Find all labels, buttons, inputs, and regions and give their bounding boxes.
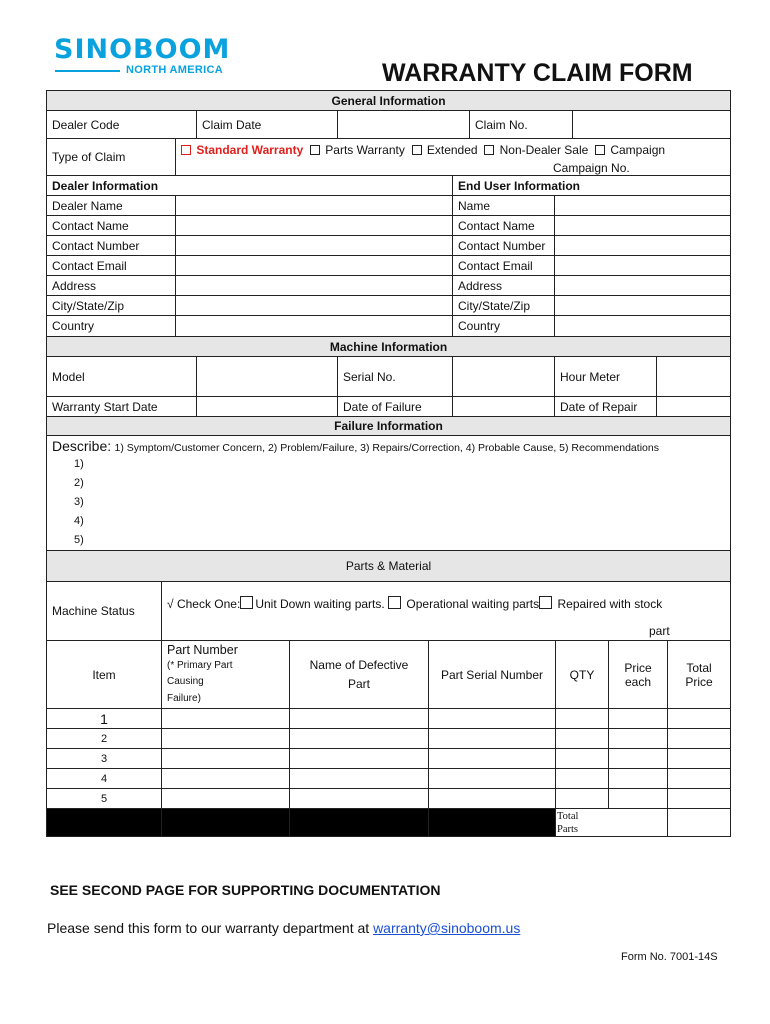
- dealer-contact-name-field[interactable]: [176, 216, 453, 236]
- col-qty-header: QTY: [556, 641, 609, 709]
- parts-cell[interactable]: [556, 789, 609, 809]
- failure-info-header: Failure Information: [47, 417, 731, 436]
- claim-date-field[interactable]: [338, 111, 470, 139]
- parts-cell[interactable]: [556, 729, 609, 749]
- failure-item-4: 4): [74, 515, 84, 527]
- dealer-contact-name-label: Contact Name: [47, 216, 176, 236]
- dealer-city-state-zip-label: City/State/Zip: [47, 296, 176, 316]
- logo-divider: [55, 70, 120, 72]
- warranty-start-date-label: Warranty Start Date: [47, 397, 197, 417]
- parts-cell[interactable]: [668, 769, 731, 789]
- dealer-name-label: Dealer Name: [47, 196, 176, 216]
- user-contact-number-label: Contact Number: [453, 236, 555, 256]
- dealer-info-header: Dealer Information: [47, 176, 453, 196]
- checkbox-icon[interactable]: [310, 145, 320, 155]
- parts-cell[interactable]: [162, 749, 290, 769]
- parts-cell[interactable]: [429, 729, 556, 749]
- parts-cell[interactable]: [290, 729, 429, 749]
- failure-item-2: 2): [74, 477, 84, 489]
- campaign-no-label: Campaign No.: [553, 161, 630, 175]
- user-contact-email-field[interactable]: [555, 256, 731, 276]
- parts-cell[interactable]: [429, 749, 556, 769]
- standard-warranty-option[interactable]: Standard Warranty: [181, 143, 303, 157]
- parts-cell[interactable]: [429, 769, 556, 789]
- serial-no-field[interactable]: [453, 357, 555, 397]
- model-label: Model: [47, 357, 197, 397]
- parts-cell[interactable]: [162, 729, 290, 749]
- parts-cell[interactable]: [162, 789, 290, 809]
- dealer-contact-number-field[interactable]: [176, 236, 453, 256]
- blackout-cell: [162, 809, 290, 837]
- failure-item-1: 1): [74, 458, 84, 470]
- blackout-cell: [429, 809, 556, 837]
- parts-row-item: 5: [47, 789, 162, 809]
- user-address-label: Address: [453, 276, 555, 296]
- checkbox-icon[interactable]: [240, 596, 253, 609]
- warranty-email-link[interactable]: warranty@sinoboom.us: [373, 920, 521, 936]
- check-mark-icon: √: [167, 597, 174, 611]
- user-contact-number-field[interactable]: [555, 236, 731, 256]
- col-total-price-header: Total Price: [668, 641, 731, 709]
- repaired-option[interactable]: Repaired with stock: [539, 597, 662, 611]
- user-name-field[interactable]: [555, 196, 731, 216]
- claim-no-label: Claim No.: [470, 111, 573, 139]
- user-country-label: Country: [453, 316, 555, 337]
- unit-down-option[interactable]: Unit Down waiting parts.: [240, 597, 384, 611]
- parts-cell[interactable]: [556, 749, 609, 769]
- parts-cell[interactable]: [429, 789, 556, 809]
- checkbox-icon[interactable]: [484, 145, 494, 155]
- parts-cell[interactable]: [290, 769, 429, 789]
- parts-cell[interactable]: [162, 769, 290, 789]
- form-number: Form No. 7001-14S: [621, 951, 718, 963]
- parts-cell[interactable]: [429, 709, 556, 729]
- claim-type-options: [176, 139, 731, 176]
- dealer-contact-email-field[interactable]: [176, 256, 453, 276]
- parts-cell[interactable]: [668, 709, 731, 729]
- col-price-each-header: Price each: [609, 641, 668, 709]
- parts-cell[interactable]: [290, 709, 429, 729]
- machine-status-options: [162, 582, 731, 641]
- failure-item-5: 5): [74, 534, 84, 546]
- form-title: WARRANTY CLAIM FORM: [382, 59, 693, 87]
- col-defective-name-header: Name of Defective Part: [290, 641, 429, 709]
- dealer-code-label: Dealer Code: [47, 111, 197, 139]
- user-city-state-zip-label: City/State/Zip: [453, 296, 555, 316]
- general-info-header: General Information: [47, 91, 731, 111]
- col-item-header: Item: [47, 641, 162, 709]
- sinoboom-logo: SINOBOOM: [54, 34, 231, 65]
- checkbox-icon[interactable]: [388, 596, 401, 609]
- user-contact-name-field[interactable]: [555, 216, 731, 236]
- blackout-cell: [47, 809, 162, 837]
- campaign-option[interactable]: Campaign: [595, 143, 665, 157]
- hour-meter-label: Hour Meter: [555, 357, 657, 397]
- user-country-field[interactable]: [555, 316, 731, 337]
- dealer-address-field[interactable]: [176, 276, 453, 296]
- send-text: Please send this form to our warranty department at: [47, 920, 370, 936]
- parts-cell[interactable]: [290, 789, 429, 809]
- parts-table: [46, 581, 731, 837]
- checkbox-icon[interactable]: [595, 145, 605, 155]
- col-part-number-header: Part Number (* Primary Part Causing Failure): [162, 641, 290, 709]
- user-address-field[interactable]: [555, 276, 731, 296]
- describe-label: Describe:: [52, 438, 112, 454]
- parts-material-header: Parts & Material: [47, 551, 731, 582]
- total-parts-label: Total Parts: [556, 809, 668, 837]
- part-word: part: [649, 624, 670, 638]
- dealer-name-field[interactable]: [176, 196, 453, 216]
- parts-cell[interactable]: [609, 749, 668, 769]
- user-contact-name-label: Contact Name: [453, 216, 555, 236]
- dealer-country-label: Country: [47, 316, 176, 337]
- model-field[interactable]: [197, 357, 338, 397]
- extended-option[interactable]: Extended: [412, 143, 478, 157]
- machine-status-label: Machine Status: [47, 582, 162, 641]
- total-parts-field[interactable]: [668, 809, 731, 837]
- blackout-cell: [290, 809, 429, 837]
- user-city-state-zip-field[interactable]: [555, 296, 731, 316]
- parts-row-item: 3: [47, 749, 162, 769]
- date-of-repair-label: Date of Repair: [555, 397, 657, 417]
- date-of-failure-label: Date of Failure: [338, 397, 453, 417]
- check-one-label: Check One:: [176, 597, 241, 611]
- parts-warranty-option[interactable]: Parts Warranty: [310, 143, 405, 157]
- machine-info-header: Machine Information: [47, 337, 731, 357]
- parts-cell[interactable]: [668, 789, 731, 809]
- parts-cell[interactable]: [609, 769, 668, 789]
- parts-cell[interactable]: [290, 749, 429, 769]
- checkbox-icon[interactable]: [412, 145, 422, 155]
- parts-cell[interactable]: [556, 709, 609, 729]
- col-serial-header: Part Serial Number: [429, 641, 556, 709]
- checkbox-icon[interactable]: [181, 145, 191, 155]
- parts-cell[interactable]: [609, 789, 668, 809]
- end-user-info-header: End User Information: [453, 176, 731, 196]
- operational-option[interactable]: Operational waiting parts: [388, 597, 539, 611]
- warranty-start-date-field[interactable]: [197, 397, 338, 417]
- claim-date-label: Claim Date: [197, 111, 338, 139]
- claim-no-field[interactable]: [573, 111, 731, 139]
- dealer-city-state-zip-field[interactable]: [176, 296, 453, 316]
- parts-row-item: 4: [47, 769, 162, 789]
- parts-cell[interactable]: [162, 709, 290, 729]
- parts-cell[interactable]: [556, 769, 609, 789]
- serial-no-label: Serial No.: [338, 357, 453, 397]
- parts-cell[interactable]: [668, 749, 731, 769]
- see-second-page-note: SEE SECOND PAGE FOR SUPPORTING DOCUMENTATION: [50, 882, 441, 898]
- checkbox-icon[interactable]: [539, 596, 552, 609]
- date-of-repair-field[interactable]: [657, 397, 731, 417]
- non-dealer-sale-option[interactable]: Non-Dealer Sale: [484, 143, 588, 157]
- parts-row-item: 1: [47, 709, 162, 729]
- type-of-claim-label: Type of Claim: [47, 139, 176, 176]
- user-contact-email-label: Contact Email: [453, 256, 555, 276]
- date-of-failure-field[interactable]: [453, 397, 555, 417]
- failure-description-area[interactable]: [47, 436, 731, 551]
- dealer-country-field[interactable]: [176, 316, 453, 337]
- warranty-form-table: [46, 90, 731, 582]
- parts-cell[interactable]: [609, 729, 668, 749]
- dealer-contact-email-label: Contact Email: [47, 256, 176, 276]
- send-instructions: [47, 920, 520, 936]
- parts-cell[interactable]: [668, 729, 731, 749]
- parts-row-item: 2: [47, 729, 162, 749]
- describe-detail: 1) Symptom/Customer Concern, 2) Problem/Failure, 3) Repairs/Correction, 4) Probable Cause, 5) Recommendations: [114, 442, 659, 454]
- dealer-address-label: Address: [47, 276, 176, 296]
- logo-subtitle: NORTH AMERICA: [126, 64, 223, 76]
- dealer-contact-number-label: Contact Number: [47, 236, 176, 256]
- parts-cell[interactable]: [609, 709, 668, 729]
- user-name-label: Name: [453, 196, 555, 216]
- failure-item-3: 3): [74, 496, 84, 508]
- hour-meter-field[interactable]: [657, 357, 731, 397]
